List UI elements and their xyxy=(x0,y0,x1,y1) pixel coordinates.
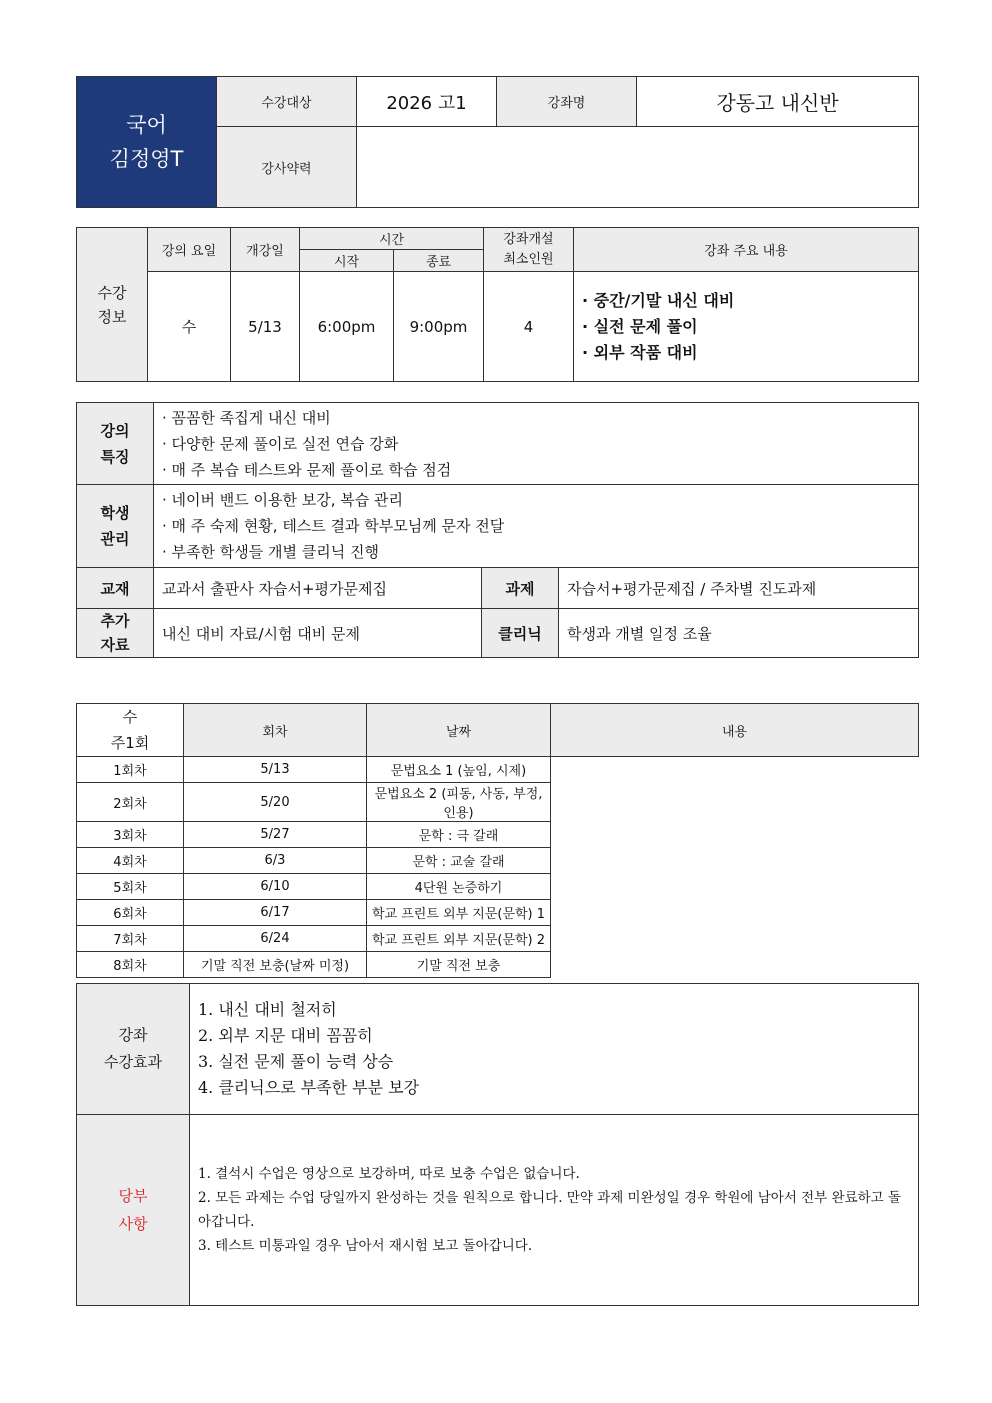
homework-label: 과제 xyxy=(482,568,559,609)
col-time: 시간 xyxy=(300,228,484,250)
notice-label: 당부 사항 xyxy=(77,1115,190,1306)
content-item: · 외부 작품 대비 xyxy=(582,342,698,362)
extra-value: 내신 대비 자료/시험 대비 문제 xyxy=(154,609,482,658)
schedule-header: 회차 xyxy=(184,704,367,757)
date-cell: 6/3 xyxy=(184,848,367,874)
extra-label: 추가 자료 xyxy=(77,609,154,658)
manage-item: · 부족한 학생들 개별 클리닉 진행 xyxy=(162,543,379,561)
date-cell: 6/17 xyxy=(184,900,367,926)
date-cell: 5/20 xyxy=(184,783,367,822)
course-value: 강동고 내신반 xyxy=(637,77,919,127)
notice-list xyxy=(190,1115,919,1306)
effect-item: 4. 클리닉으로 부족한 부분 보강 xyxy=(198,1078,420,1097)
schedule-row xyxy=(77,926,919,952)
date-cell: 5/13 xyxy=(184,757,367,783)
feature-item: · 다양한 문제 풀이로 실전 연습 강화 xyxy=(162,434,399,453)
date-cell: 6/10 xyxy=(184,874,367,900)
info-side-label: 수강 정보 xyxy=(77,228,148,382)
textbook-value: 교과서 출판사 자습서+평가문제집 xyxy=(154,568,482,609)
effect-item: 3. 실전 문제 풀이 능력 상승 xyxy=(198,1052,394,1071)
header-table xyxy=(76,76,919,208)
features-table xyxy=(76,402,919,658)
date-cell: 6/24 xyxy=(184,926,367,952)
effect-item: 1. 내신 대비 철저히 xyxy=(198,1000,337,1019)
effect-item: 2. 외부 지문 대비 꼼꼼히 xyxy=(198,1026,373,1045)
col-end: 종료 xyxy=(394,250,484,272)
course-info-table xyxy=(76,227,919,382)
textbook-label: 교재 xyxy=(77,568,154,609)
target-label: 수강대상 xyxy=(217,77,357,127)
effects-list xyxy=(190,984,919,1115)
feature-list xyxy=(154,403,919,485)
date-cell: 5/27 xyxy=(184,822,367,848)
schedule-row xyxy=(77,783,919,822)
topic-cell: 문법요소 1 (높임, 시제) xyxy=(367,757,551,783)
content-list xyxy=(574,272,919,382)
content-item: · 실전 문제 풀이 xyxy=(582,316,698,336)
col-content: 강좌 주요 내용 xyxy=(574,228,919,272)
schedule-header: 날짜 xyxy=(367,704,551,757)
notice-item: 1. 결석시 수업은 영상으로 보강하며, 따로 보충 수업은 없습니다. xyxy=(198,1166,580,1182)
session-cell: 4회차 xyxy=(77,848,184,874)
col-start: 시작 xyxy=(300,250,394,272)
end-value: 9:00pm xyxy=(394,272,484,382)
open-value: 5/13 xyxy=(231,272,300,382)
start-value: 6:00pm xyxy=(300,272,394,382)
col-min: 강좌개설 최소인원 xyxy=(484,228,574,272)
session-cell: 5회차 xyxy=(77,874,184,900)
teacher-name: 김정영T xyxy=(109,147,184,171)
topic-cell: 문법요소 2 (피동, 사동, 부정, 인용) xyxy=(367,783,551,822)
topic-cell: 문학 : 교술 갈래 xyxy=(367,848,551,874)
schedule-body xyxy=(77,757,919,978)
feature-label: 강의 특징 xyxy=(77,403,154,485)
day-value: 수 xyxy=(148,272,231,382)
session-cell: 1회차 xyxy=(77,757,184,783)
notice-item: 2. 모든 과제는 수업 당일까지 완성하는 것을 원칙으로 합니다. 만약 과제 미완성일 경우 학원에 남아서 전부 완료하고 돌아갑니다. xyxy=(198,1190,902,1230)
schedule-table xyxy=(76,703,919,978)
schedule-row xyxy=(77,757,919,783)
manage-item: · 매 주 숙제 현황, 테스트 결과 학부모님께 문자 전달 xyxy=(162,517,505,535)
date-cell: 기말 직전 보충(날짜 미정) xyxy=(184,952,367,978)
session-cell: 8회차 xyxy=(77,952,184,978)
col-open: 개강일 xyxy=(231,228,300,272)
topic-cell: 기말 직전 보충 xyxy=(367,952,551,978)
career-label: 강사약력 xyxy=(217,127,357,208)
min-value: 4 xyxy=(484,272,574,382)
manage-item: · 네이버 밴드 이용한 보강, 복습 관리 xyxy=(162,491,404,509)
subject: 국어 xyxy=(126,113,167,137)
schedule-row xyxy=(77,952,919,978)
session-cell: 6회차 xyxy=(77,900,184,926)
topic-cell: 학교 프린트 외부 지문(문학) 1 xyxy=(367,900,551,926)
subject-teacher-cell xyxy=(77,77,217,208)
session-cell: 3회차 xyxy=(77,822,184,848)
clinic-value: 학생과 개별 일정 조율 xyxy=(559,609,919,658)
session-cell: 7회차 xyxy=(77,926,184,952)
clinic-label: 클리닉 xyxy=(482,609,559,658)
notice-item: 3. 테스트 미통과일 경우 남아서 재시험 보고 돌아갑니다. xyxy=(198,1238,533,1254)
feature-item: · 매 주 복습 테스트와 문제 풀이로 학습 점검 xyxy=(162,460,452,479)
manage-list xyxy=(154,485,919,568)
topic-cell: 학교 프린트 외부 지문(문학) 2 xyxy=(367,926,551,952)
topic-cell: 4단원 논증하기 xyxy=(367,874,551,900)
topic-cell: 문학 : 극 갈래 xyxy=(367,822,551,848)
schedule-side-label: 수 주1회 xyxy=(77,704,184,757)
session-cell: 2회차 xyxy=(77,783,184,822)
schedule-row xyxy=(77,900,919,926)
content-item: · 중간/기말 내신 대비 xyxy=(582,290,735,310)
schedule-row xyxy=(77,822,919,848)
col-day: 강의 요일 xyxy=(148,228,231,272)
schedule-row xyxy=(77,848,919,874)
homework-value: 자습서+평가문제집 / 주차별 진도과제 xyxy=(559,568,919,609)
schedule-header: 내용 xyxy=(551,704,919,757)
course-label: 강좌명 xyxy=(497,77,637,127)
feature-item: · 꼼꼼한 족집게 내신 대비 xyxy=(162,408,331,427)
effects-table xyxy=(76,983,919,1306)
target-value: 2026 고1 xyxy=(357,77,497,127)
schedule-row xyxy=(77,874,919,900)
career-value xyxy=(357,127,919,208)
effects-label: 강좌 수강효과 xyxy=(77,984,190,1115)
manage-label: 학생 관리 xyxy=(77,485,154,568)
